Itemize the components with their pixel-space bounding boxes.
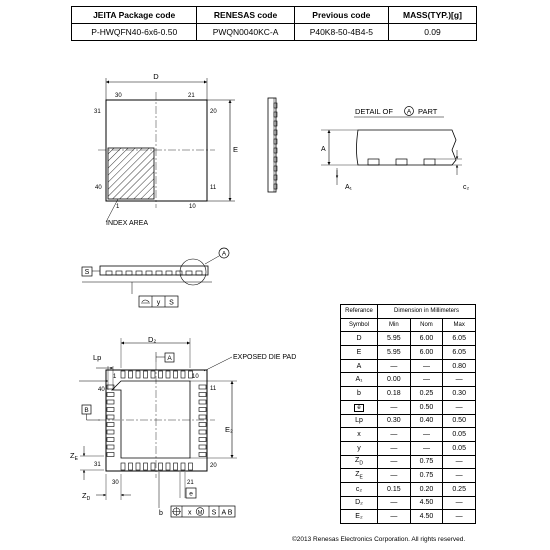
bottom-pin-1: 1 (113, 374, 117, 380)
dimension-row (341, 400, 476, 414)
bottom-pin-pad (129, 463, 133, 470)
top-pin-40: 40 (95, 185, 102, 191)
dimension-cell-min: — (378, 441, 411, 455)
bottom-pin-pad (199, 423, 206, 427)
dimension-row (341, 510, 476, 524)
dimension-cell-min: — (378, 496, 411, 510)
side-pin (274, 112, 277, 117)
dimension-cell-max: — (443, 400, 476, 414)
dimension-row (341, 373, 476, 387)
dim-lp-label: Lp (93, 353, 102, 362)
value-renesas: PWQN0040KC-A (197, 24, 294, 41)
bottom-pin-pad (181, 463, 185, 470)
dimension-table-header-row-2 (341, 318, 476, 332)
side-pin (274, 184, 277, 189)
bottom-pin-pad (136, 371, 140, 378)
bottom-pin-pad (121, 463, 125, 470)
dimension-cell-min: — (378, 469, 411, 483)
header-dimension-group: Dimension in Millimeters (378, 305, 476, 319)
dim-d-label: D (153, 72, 159, 81)
bottom-view (70, 335, 296, 517)
dimension-cell-min: — (378, 400, 411, 414)
dim-d2-label: D₂ (148, 335, 157, 344)
exposed-die-pad-label: EXPOSED DIE PAD (233, 354, 297, 361)
dimension-row (341, 469, 476, 483)
bottom-pin-pad (199, 445, 206, 449)
dimension-cell-min: — (378, 428, 411, 442)
dimension-cell-max: 0.05 (443, 441, 476, 455)
dimension-cell-nom: 0.20 (410, 482, 443, 496)
dimension-cell-sym: x (341, 428, 378, 442)
dimension-cell-max: — (443, 496, 476, 510)
bottom-pin-pad (166, 371, 170, 378)
top-pin-30: 30 (115, 93, 122, 99)
exposed-die-pad-outline (112, 381, 190, 458)
side-pin (274, 103, 277, 108)
side-pin (274, 139, 277, 144)
top-pin-1: 1 (116, 204, 120, 210)
dimension-cell-max: 0.05 (443, 428, 476, 442)
dimension-cell-nom: 0.50 (410, 400, 443, 414)
dimension-cell-nom: — (410, 441, 443, 455)
dimension-cell-min: — (378, 359, 411, 373)
index-area-hatch (108, 148, 154, 199)
bottom-pin-pad (199, 400, 206, 404)
bottom-pin-pad (121, 371, 125, 378)
bottom-pin-pad (199, 385, 206, 389)
dimension-cell-sym: D (341, 332, 378, 346)
datum-s-label: S (84, 269, 90, 276)
dimension-cell-nom: 0.25 (410, 387, 443, 401)
side-pin (274, 157, 277, 162)
bottom-pin-pad (199, 408, 206, 412)
dimension-row (341, 346, 476, 360)
dimension-cell-max: — (443, 373, 476, 387)
header-symbol: Symbol (341, 318, 378, 332)
bottom-pin-pad (107, 438, 114, 442)
datum-a-label: A (167, 355, 172, 362)
dim-b-label: b (159, 510, 163, 517)
dimension-cell-min: 5.95 (378, 332, 411, 346)
side-pin (146, 271, 152, 275)
side-pin (196, 271, 202, 275)
dim-e-label: E (233, 145, 239, 154)
top-pin-11: 11 (210, 185, 217, 191)
dimension-cell-max: 0.50 (443, 414, 476, 428)
bottom-pin-pad (166, 463, 170, 470)
side-pin (186, 271, 192, 275)
fcf-y-label: y (156, 299, 161, 307)
dimension-row (341, 359, 476, 373)
dimension-cell-sym: Lp (341, 414, 378, 428)
dimension-cell-min: 0.00 (378, 373, 411, 387)
dimension-row (341, 455, 476, 469)
bottom-pin-21: 21 (187, 480, 194, 486)
side-pin (136, 271, 142, 275)
dimension-row (341, 441, 476, 455)
bottom-pin-pad (174, 371, 178, 378)
bottom-pin-pad (199, 430, 206, 434)
bottom-pin-pad (129, 371, 133, 378)
header-reference: Referance (341, 305, 378, 319)
bottom-pin-pad (136, 463, 140, 470)
side-pin (166, 271, 172, 275)
dimension-cell-sym: $Z_E$ (341, 469, 378, 483)
dimension-cell-sym: E₂ (341, 510, 378, 524)
dimension-cell-max: — (443, 455, 476, 469)
bottom-pin-pad (199, 415, 206, 419)
side-pin (274, 166, 277, 171)
bottom-pin-pad (107, 408, 114, 412)
bottom-pin-10: 10 (192, 374, 199, 380)
top-pin-10: 10 (189, 204, 196, 210)
side-view-horizontal (82, 248, 229, 307)
dimension-cell-max: 6.05 (443, 332, 476, 346)
dimension-cell-sym: E (341, 346, 378, 360)
side-pin (106, 271, 112, 275)
dimension-table (340, 304, 476, 524)
top-view (94, 72, 238, 227)
side-pin (176, 271, 182, 275)
dimension-row (341, 496, 476, 510)
dimension-cell-nom: 4.50 (410, 510, 443, 524)
dimension-cell-min: — (378, 455, 411, 469)
dim-ze-label: $Z_E$ (70, 451, 78, 462)
dimension-cell-max: — (443, 510, 476, 524)
detail-circle-letter: A (406, 108, 412, 116)
fcf-x-label: x (188, 509, 192, 517)
dimension-cell-max: 0.25 (443, 482, 476, 496)
copyright-notice: ©2013 Renesas Electronics Corporation. All rights reserved. (292, 536, 466, 543)
bottom-pin-pad (159, 371, 163, 378)
bottom-pin-pad (107, 400, 114, 404)
dimension-cell-nom: — (410, 359, 443, 373)
value-previous: P40K8-50-4B4-5 (294, 24, 388, 41)
dimension-cell-min: 0.15 (378, 482, 411, 496)
bottom-pin-pad (107, 445, 114, 449)
side-pin (126, 271, 132, 275)
dimension-cell-sym: D₂ (341, 496, 378, 510)
dimension-cell-min: — (378, 510, 411, 524)
dimension-cell-sym: e (341, 400, 378, 414)
value-mass: 0.09 (388, 24, 476, 41)
dimension-row (341, 332, 476, 346)
bottom-pin-pad (107, 423, 114, 427)
bottom-pin-pad (151, 371, 155, 378)
dimension-cell-nom: 0.75 (410, 455, 443, 469)
bottom-pin-pad (107, 393, 114, 397)
bottom-pin-20: 20 (210, 463, 217, 469)
dimension-cell-nom: 0.40 (410, 414, 443, 428)
header-renesas: RENESAS code (197, 7, 294, 24)
bottom-pin-pad (199, 453, 206, 457)
dimension-cell-sym: y (341, 441, 378, 455)
dimension-cell-min: 5.95 (378, 346, 411, 360)
dimension-cell-max: — (443, 469, 476, 483)
side-view-vertical (268, 98, 277, 192)
bottom-pin-pad (144, 463, 148, 470)
fcf-s-label: S (169, 299, 174, 307)
detail-part-label: PART (418, 107, 438, 116)
bottom-pin-40: 40 (98, 387, 105, 393)
dimension-cell-sym: b (341, 387, 378, 401)
fcf-ab-label: A B (221, 509, 233, 517)
bottom-pin-pad (199, 393, 206, 397)
bottom-pin-pad (107, 430, 114, 434)
dimension-cell-sym: A (341, 359, 378, 373)
bottom-pin-11: 11 (210, 386, 217, 392)
side-pin (116, 271, 122, 275)
dim-zd-label: $Z_D$ (82, 491, 91, 502)
dimension-cell-sym: $Z_D$ (341, 455, 378, 469)
side-pin (274, 130, 277, 135)
dimension-cell-max: 0.30 (443, 387, 476, 401)
fcf-m-label: M (197, 510, 203, 516)
dimension-cell-nom: — (410, 428, 443, 442)
bottom-pin-pad (151, 463, 155, 470)
dimension-cell-nom: — (410, 373, 443, 387)
callout-a-letter: A (221, 250, 227, 258)
dimension-cell-sym: c₂ (341, 482, 378, 496)
dimension-row (341, 482, 476, 496)
dimension-cell-max: 0.80 (443, 359, 476, 373)
side-pin (156, 271, 162, 275)
dimension-cell-max: 6.05 (443, 346, 476, 360)
dimension-row (341, 428, 476, 442)
top-pin-20: 20 (210, 109, 217, 115)
header-mass: MASS(TYP.)[g] (388, 7, 476, 24)
dimension-row (341, 414, 476, 428)
dimension-cell-nom: 4.50 (410, 496, 443, 510)
side-pin (274, 148, 277, 153)
bottom-pin-pad (174, 463, 178, 470)
dim-c2-label: c₂ (463, 184, 470, 191)
dimension-cell-nom: 6.00 (410, 332, 443, 346)
e-box-label: e (189, 490, 193, 498)
dim-e2-label: E₂ (225, 425, 233, 434)
header-min: Min (378, 318, 411, 332)
dimension-cell-min: 0.30 (378, 414, 411, 428)
header-max: Max (443, 318, 476, 332)
index-area-label: INDEX AREA (106, 220, 149, 227)
bottom-pin-pad (107, 453, 114, 457)
detail-title: DETAIL OF (355, 107, 393, 116)
bottom-pin-pad (159, 463, 163, 470)
side-pin (274, 175, 277, 180)
detail-a (321, 107, 470, 192)
side-pin (274, 121, 277, 126)
dimension-cell-nom: 0.75 (410, 469, 443, 483)
bottom-pin-pad (189, 463, 193, 470)
dimension-cell-sym: A₁ (341, 373, 378, 387)
dimension-cell-min: 0.18 (378, 387, 411, 401)
dim-a1-label: A₁ (345, 184, 353, 191)
bottom-pin-30: 30 (112, 480, 119, 486)
fcf-s-label-bottom: S (211, 509, 217, 517)
value-jeita: P-HWQFN40-6x6-0.50 (72, 24, 197, 41)
bottom-pin-31: 31 (94, 462, 101, 468)
dim-a-label: A (321, 146, 326, 153)
dimension-cell-nom: 6.00 (410, 346, 443, 360)
bottom-pin-pad (144, 371, 148, 378)
top-pin-31: 31 (94, 109, 101, 115)
bottom-pin-pad (199, 438, 206, 442)
datum-b-label: B (84, 407, 89, 414)
bottom-pin-pad (107, 415, 114, 419)
top-pin-21: 21 (188, 93, 195, 99)
dimension-row (341, 387, 476, 401)
dimension-table-header-row-1 (341, 305, 476, 319)
header-jeita: JEITA Package code (72, 7, 197, 24)
header-nom: Nom (410, 318, 443, 332)
header-previous: Previous code (294, 7, 388, 24)
bottom-pin-pad (181, 371, 185, 378)
